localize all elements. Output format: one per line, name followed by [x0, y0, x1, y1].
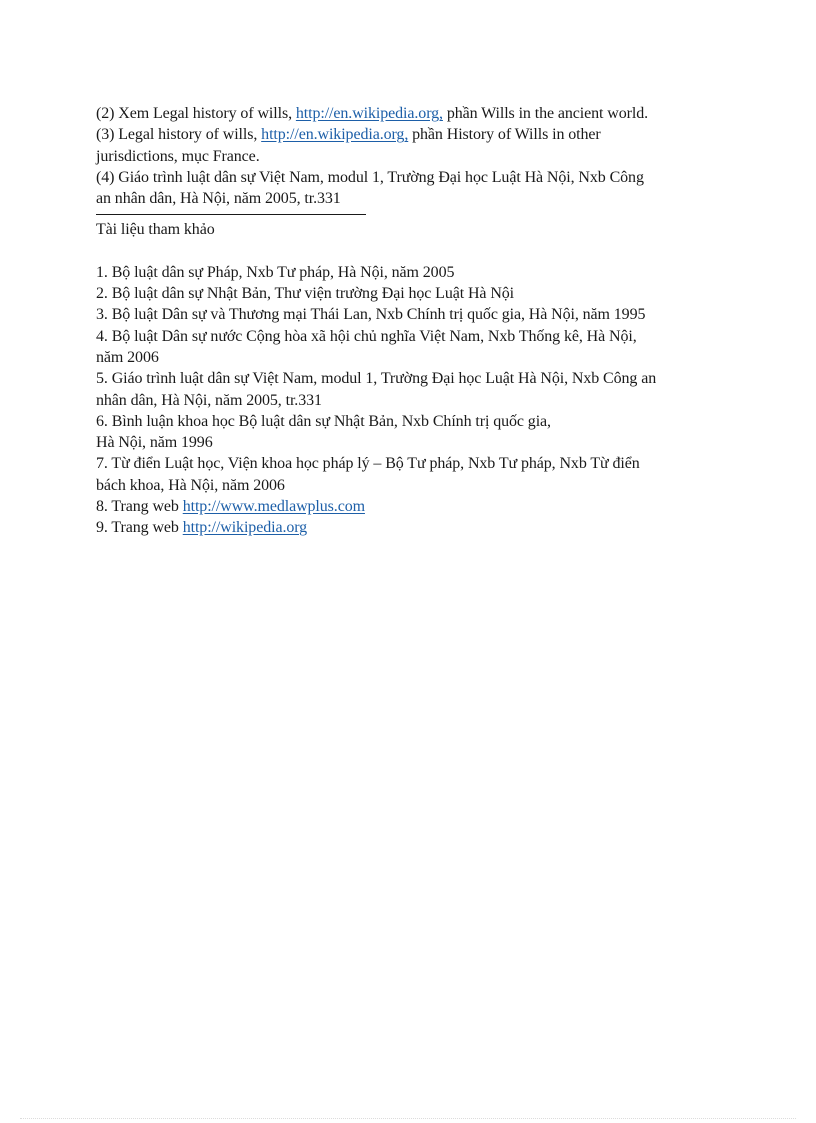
page-bottom-border	[20, 1118, 796, 1119]
footnote-3-text: (3) Legal history of wills,	[96, 126, 262, 144]
footnote-4-line-1: (4) Giáo trình luật dân sự Việt Nam, modul 1, Trường Đại học Luật Hà Nội, Nxb Công	[96, 168, 644, 186]
reference-item-5-cont: nhân dân, Hà Nội, năm 2005, tr.331	[96, 391, 322, 409]
reference-item-9	[96, 517, 720, 538]
reference-item-7-cont: bách khoa, Hà Nội, năm 2006	[96, 476, 285, 494]
reference-item-3: 3. Bộ luật Dân sự và Thương mại Thái Lan, Nxb Chính trị quốc gia, Hà Nội, năm 1995	[96, 306, 646, 324]
references-heading: Tài liệu tham khảo	[96, 221, 215, 239]
footnote-3-link[interactable]: http://en.wikipedia.org,	[261, 126, 409, 144]
reference-item-4: 4. Bộ luật Dân sự nước Cộng hòa xã hội chủ nghĩa Việt Nam, Nxb Thống kê, Hà Nội,	[96, 327, 637, 345]
separator-rule	[96, 214, 366, 215]
reference-item-4-cont: năm 2006	[96, 348, 159, 366]
footnote-4-line-2: an nhân dân, Hà Nội, năm 2005, tr.331	[96, 190, 341, 208]
footnote-2-link[interactable]: http://en.wikipedia.org,	[295, 105, 443, 122]
footnote-3	[96, 124, 720, 145]
reference-item-5: 5. Giáo trình luật dân sự Việt Nam, modul 1, Trường Đại học Luật Hà Nội, Nxb Công an	[96, 370, 657, 388]
reference-item-1: 1. Bộ luật dân sự Pháp, Nxb Tư pháp, Hà Nội, năm 2005	[96, 263, 455, 281]
reference-item-6-cont: Hà Nội, năm 1996	[96, 434, 213, 452]
document-body	[96, 103, 720, 539]
footnote-2-suffix: phần Wills in the ancient world.	[442, 105, 648, 122]
reference-item-8-text: 8. Trang web	[96, 498, 183, 516]
footnote-2-text: (2) Xem Legal history of wills,	[96, 105, 296, 122]
reference-item-8	[96, 496, 720, 517]
footnote-3-continuation: jurisdictions, mục France.	[96, 147, 260, 165]
reference-item-7: 7. Từ điển Luật học, Viện khoa học pháp lý – Bộ Tư pháp, Nxb Tư pháp, Nxb Từ điển	[96, 455, 640, 473]
footnote-3-suffix: phần History of Wills in other	[408, 126, 601, 144]
reference-item-9-text: 9. Trang web	[96, 519, 183, 537]
reference-item-6: 6. Bình luận khoa học Bộ luật dân sự Nhật Bản, Nxb Chính trị quốc gia,	[96, 412, 551, 430]
blank-line	[96, 241, 720, 262]
reference-item-2: 2. Bộ luật dân sự Nhật Bản, Thư viện trường Đại học Luật Hà Nội	[96, 285, 515, 303]
reference-item-9-link[interactable]: http://wikipedia.org	[182, 519, 308, 537]
reference-item-8-link[interactable]: http://www.medlawplus.com	[182, 498, 365, 516]
footnote-2	[96, 103, 720, 124]
